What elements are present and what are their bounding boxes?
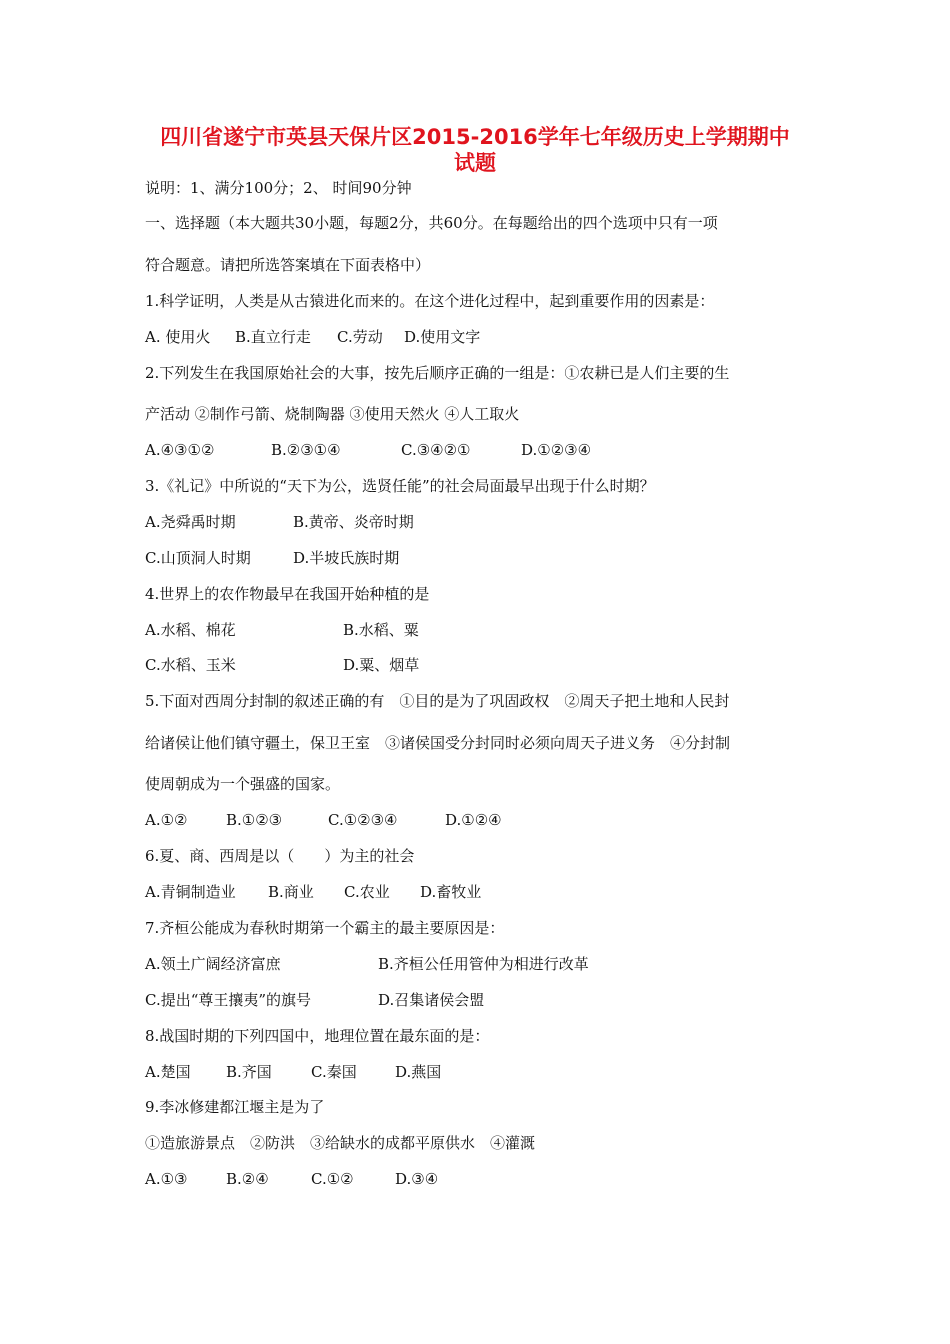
question-6-option-a: A.青铜制造业 [145, 883, 236, 901]
question-1-stem: 1.科学证明，人类是从古猿进化而来的。在这个进化过程中，起到重要作用的因素是： [145, 292, 715, 310]
question-6-option-d: D.畜牧业 [420, 883, 482, 901]
question-7-option-c: C.提出“尊王攘夷”的旗号 [145, 991, 312, 1009]
question-5-stem-line1: 5.下面对西周分封制的叙述正确的有 ①目的是为了巩固政权 ②周天子把土地和人民封 [145, 692, 730, 710]
question-9-option-a: A.①③ [145, 1170, 188, 1188]
question-5-option-c: C.①②③④ [328, 811, 398, 829]
section-heading-line1: 一、选择题（本大题共30小题，每题2分，共60分。在每题给出的四个选项中只有一项 [145, 214, 718, 232]
question-4-option-c: C.水稻、玉米 [145, 656, 236, 674]
question-6-stem: 6.夏、商、西周是以（ ）为主的社会 [145, 847, 415, 865]
question-1-option-c: C.劳动 [337, 328, 383, 346]
question-2-option-c: C.③④②① [401, 441, 471, 459]
question-8-option-a: A.楚国 [145, 1063, 191, 1081]
question-2-option-d: D.①②③④ [521, 441, 592, 459]
question-6-option-b: B.商业 [268, 883, 314, 901]
question-7-option-b: B.齐桓公任用管仲为相进行改革 [378, 955, 589, 973]
question-8-option-b: B.齐国 [226, 1063, 272, 1081]
question-2-option-a: A.④③①② [145, 441, 215, 459]
question-3-stem: 3.《礼记》中所说的“天下为公，选贤任能”的社会局面最早出现于什么时期？ [145, 477, 655, 495]
question-5-option-d: D.①②④ [445, 811, 502, 829]
question-3-option-a: A.尧舜禹时期 [145, 513, 236, 531]
question-2-stem-line2: 产活动 ②制作弓箭、烧制陶器 ③使用天然火 ④人工取火 [145, 405, 520, 423]
question-5-option-a: A.①② [145, 811, 188, 829]
question-1-option-b: B.直立行走 [235, 328, 311, 346]
question-1-option-d: D.使用文字 [404, 328, 481, 346]
question-2-option-b: B.②③①④ [271, 441, 341, 459]
question-9-items: ①造旅游景点 ②防洪 ③给缺水的成都平原供水 ④灌溉 [145, 1134, 536, 1152]
question-1-option-a: A. 使用火 [145, 328, 211, 346]
question-3-option-d: D.半坡氏族时期 [293, 549, 400, 567]
question-5-stem-line3: 使周朝成为一个强盛的国家。 [145, 775, 341, 793]
question-8-option-c: C.秦国 [311, 1063, 357, 1081]
question-4-option-a: A.水稻、棉花 [145, 621, 236, 639]
exam-title-line1: 四川省遂宁市英县天保片区2015-2016学年七年级历史上学期期中 [160, 125, 790, 149]
question-8-stem: 8.战国时期的下列四国中，地理位置在最东面的是： [145, 1027, 490, 1045]
exam-note: 说明：1、满分100分；2、 时间90分钟 [145, 179, 412, 197]
question-5-stem-line2: 给诸侯让他们镇守疆土，保卫王室 ③诸侯国受分封同时必须向周天子进义务 ④分封制 [145, 734, 731, 752]
exam-title-line2: 试题 [454, 151, 496, 175]
question-5-option-b: B.①②③ [226, 811, 283, 829]
section-heading-line2: 符合题意。请把所选答案填在下面表格中） [145, 256, 431, 274]
question-3-option-b: B.黄帝、炎帝时期 [293, 513, 414, 531]
question-4-stem: 4.世界上的农作物最早在我国开始种植的是 [145, 585, 430, 603]
question-9-stem: 9.李冰修建都江堰主是为了 [145, 1098, 325, 1116]
question-9-option-c: C.①② [311, 1170, 354, 1188]
question-7-option-a: A.领土广阔经济富庶 [145, 955, 281, 973]
question-3-option-c: C.山顶洞人时期 [145, 549, 251, 567]
question-4-option-b: B.水稻、粟 [343, 621, 419, 639]
question-9-option-d: D.③④ [395, 1170, 439, 1188]
question-6-option-c: C.农业 [344, 883, 390, 901]
question-7-option-d: D.召集诸侯会盟 [378, 991, 485, 1009]
question-8-option-d: D.燕国 [395, 1063, 442, 1081]
question-7-stem: 7.齐桓公能成为春秋时期第一个霸主的最主要原因是： [145, 919, 505, 937]
question-9-option-b: B.②④ [226, 1170, 269, 1188]
question-2-stem-line1: 2.下列发生在我国原始社会的大事，按先后顺序正确的一组是：①农耕已是人们主要的生 [145, 364, 730, 382]
question-4-option-d: D.粟、烟草 [343, 656, 420, 674]
